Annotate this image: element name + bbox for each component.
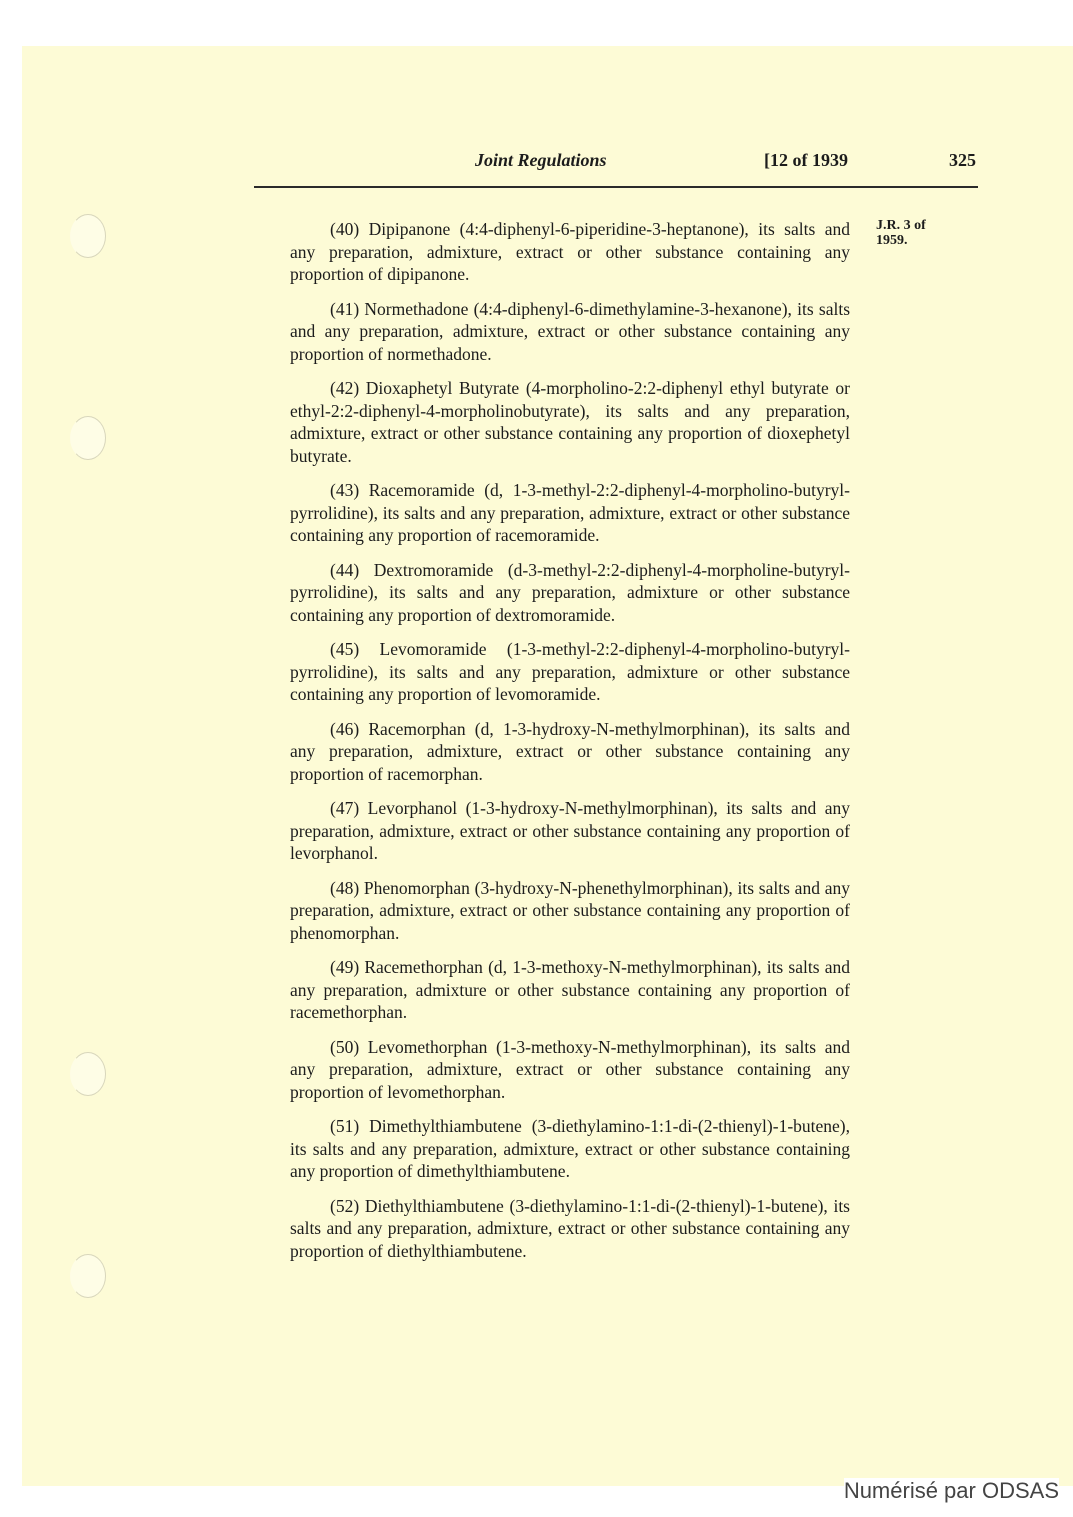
margin-note-line-1: J.R. 3 of xyxy=(876,218,926,233)
paragraph-45: (45) Levomoramide (1-3-methyl-2:2-diphenyl-4-morpholino-butyryl-pyrrolidine), its salts and any preparation, admixture or other substance containing any proportion of levomoramide. xyxy=(290,639,850,704)
paragraph-48: (48) Phenomorphan (3-hydroxy-N-phenethylmorphinan), its salts and any preparation, admixture, extract or other substance containing any proportion of phenomorphan. xyxy=(290,877,850,943)
paragraph-44: (44) Dextromoramide (d-3-methyl-2:2-diphenyl-4-morpholine-butyryl-pyrrolidine), its salts and any preparation, admixture or other substance containing any proportion of dextromoramide. xyxy=(290,559,850,625)
paragraph-40: (40) Dipipanone (4:4-diphenyl-6-piperidine-3-heptanone), its salts and any preparation, admixture, extract or other substance containing any proportion of dipipanone. xyxy=(290,219,850,284)
paragraph-52: (52) Diethylthiambutene (3-diethylamino-1:1-di-(2-thienyl)-1-butene), its salts and any preparation, admixture, extract or other substance containing any proportion of diethylthiambutene. xyxy=(290,1195,850,1261)
margin-note xyxy=(876,218,956,248)
margin-note-line-2: 1959. xyxy=(876,233,908,248)
page-number: 325 xyxy=(949,150,976,170)
header-act-reference: [12 of 1939 xyxy=(764,150,848,170)
paragraph-50: (50) Levomethorphan (1-3-methoxy-N-methylmorphinan), its salts and any preparation, admixture, extract or other substance containing any proportion of levomethorphan. xyxy=(290,1036,850,1102)
paragraph-46: (46) Racemorphan (d, 1-3-hydroxy-N-methylmorphinan), its salts and any preparation, admixture, extract or other substance containing any proportion of racemorphan. xyxy=(290,718,850,784)
paragraph-49: (49) Racemethorphan (d, 1-3-methoxy-N-methylmorphinan), its salts and any preparation, admixture or other substance containing any proportion of racemethorphan. xyxy=(290,957,850,1022)
paragraph-51: (51) Dimethylthiambutene (3-diethylamino-1:1-di-(2-thienyl)-1-butene), its salts and any preparation, admixture, extract or other substance containing any proportion of dimethylthiambutene. xyxy=(290,1116,850,1181)
paragraph-47: (47) Levorphanol (1-3-hydroxy-N-methylmorphinan), its salts and any preparation, admixture, extract or other substance containing any proportion of levorphanol. xyxy=(290,798,850,863)
running-header xyxy=(254,150,978,178)
scan-credit: Numérisé par ODSAS xyxy=(843,1478,1059,1503)
paragraph-43: (43) Racemoramide (d, 1-3-methyl-2:2-diphenyl-4-morpholino-butyryl-pyrrolidine), its salts and any preparation, admixture, extract or other substance containing any proportion of racemoramide. xyxy=(290,480,850,545)
binder-hole-4 xyxy=(70,1254,106,1298)
binder-hole-1 xyxy=(70,214,106,258)
binder-hole-2 xyxy=(70,416,106,460)
paragraph-41: (41) Normethadone (4:4-diphenyl-6-dimethylamine-3-hexanone), its salts and any preparation, admixture, extract or other substance containing any proportion of normethadone. xyxy=(290,298,850,364)
header-title: Joint Regulations xyxy=(475,150,607,170)
paragraph-42: (42) Dioxaphetyl Butyrate (4-morpholino-2:2-diphenyl ethyl butyrate or ethyl-2:2-diphenyl-4-morpholinobutyrate), its salts and any preparation, admixture, extract or other substance containing any proportion of dioxephetyl butyrate. xyxy=(290,378,850,466)
regulation-body xyxy=(290,218,850,1274)
header-rule xyxy=(254,186,978,188)
binder-hole-3 xyxy=(70,1052,106,1096)
